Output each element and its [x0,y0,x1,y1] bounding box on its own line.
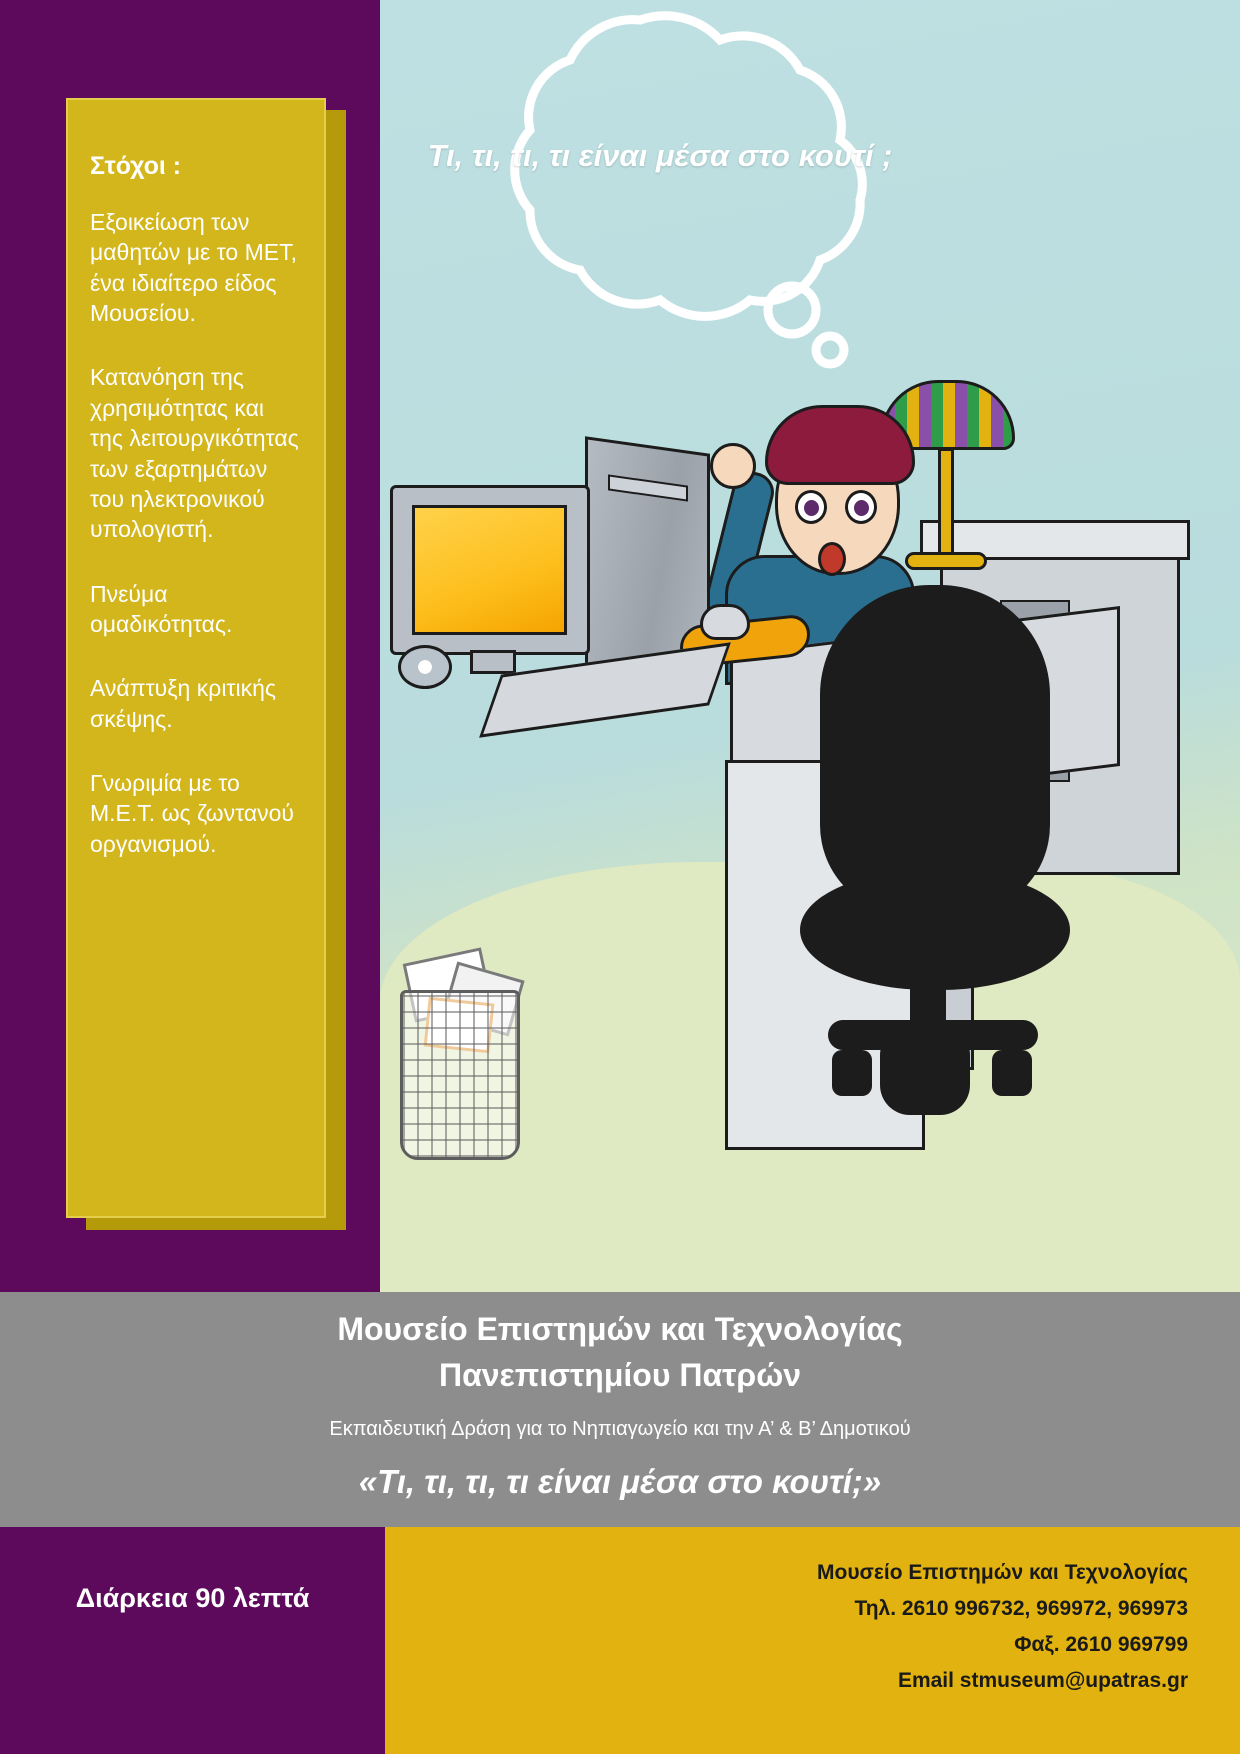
contact-museum-name: Μουσείο Επιστημών και Τεχνολογίας [817,1561,1188,1584]
goals-box [66,98,326,1218]
museum-name-line2: Πανεπιστημίου Πατρών [438,1357,802,1394]
title-banner [0,1292,1240,1527]
goals-title: Στόχοι : [90,152,182,180]
monitor-screen [412,505,567,635]
goals-item: Εξοικείωση των μαθητών με το ΜΕΤ, ένα ιδιαίτερο είδος Μουσείου. [90,209,297,327]
footer-left-block [0,1527,385,1754]
program-title-quote: «Τι, τι, τι, τι είναι μέσα στο κουτί;» [358,1462,882,1500]
lamp-stem [938,448,954,558]
boy-pupil-left [804,500,819,516]
chair-caster-right [992,1050,1032,1096]
waste-basket [400,990,520,1160]
chair-base-center [880,1025,970,1115]
footer-contact-block [385,1527,1240,1754]
monitor-stand [470,650,516,674]
chair-seat [800,870,1070,990]
boy-hair [765,405,915,485]
boy-pupil-right [854,500,869,516]
boy-mouth [818,542,846,576]
goals-item: Ανάπτυξη κριτικής σκέψης. [90,675,276,732]
thought-bubble-text: Τι, τι, τι, τι είναι μέσα στο κουτί ; [427,138,893,173]
thought-bubble [410,10,910,400]
lamp-base [905,552,987,570]
goals-item: Πνεύμα ομαδικότητας. [90,580,233,637]
computer-mouse [700,604,750,640]
museum-name-line1: Μουσείο Επιστημών και Τεχνολογίας [337,1311,903,1347]
goals-item: Γνωριμία με το Μ.Ε.Τ. ως ζωντανού οργανισμού. [90,770,295,857]
contact-fax: Φαξ. 2610 969799 [1014,1633,1188,1657]
chair-caster-left [832,1050,872,1096]
contact-phone: Τηλ. 2610 996732, 969972, 969973 [854,1597,1188,1621]
duration-label: Διάρκεια 90 λεπτά [75,1583,310,1613]
chair-backrest [820,585,1050,915]
program-subtitle: Εκπαιδευτική Δράση για το Νηπιαγωγείο και την Α’ & Β’ Δημοτικού [329,1417,911,1440]
scene-illustration [380,0,1240,1292]
cd-disc [398,645,452,689]
boy-hand [710,443,756,489]
contact-email: Email stmuseum@upatras.gr [897,1669,1188,1693]
goals-item: Κατανόηση της χρησιμότητας και της λειτουργικότητας των εξαρτημάτων του ηλεκτρονικού υπολογιστή. [90,364,299,543]
